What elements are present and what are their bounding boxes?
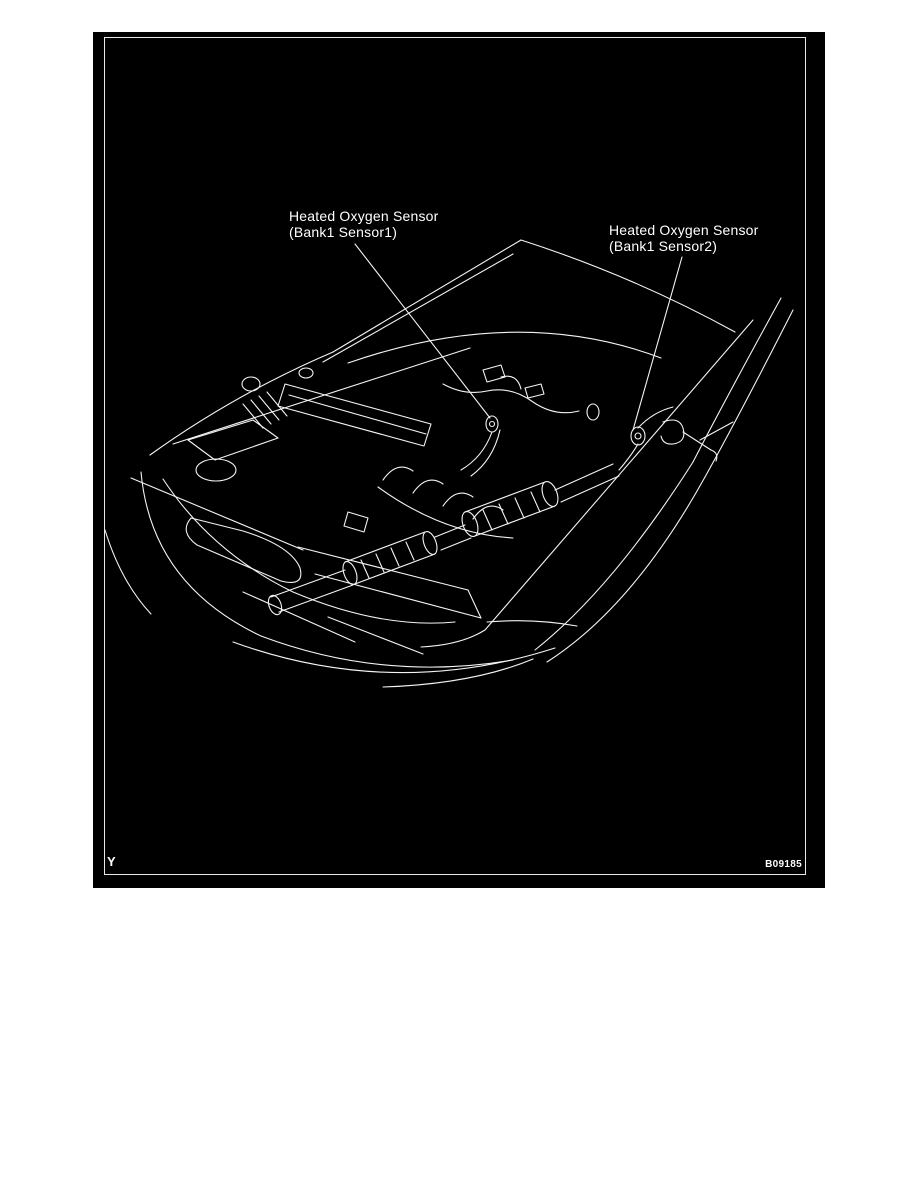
sensor1-marker (486, 416, 498, 432)
wiring-harness (443, 365, 673, 428)
figure-code: B09185 (765, 859, 802, 870)
exhaust-assembly (266, 420, 733, 616)
sensor2-label (609, 222, 759, 254)
sensor2-label-line2: (Bank1 Sensor2) (609, 238, 718, 254)
sensor1-label-line2: (Bank1 Sensor1) (289, 224, 398, 240)
engine-detail (131, 348, 513, 618)
sensor2-label-line1: Heated Oxygen Sensor (609, 222, 759, 238)
corner-marker: Y (107, 854, 116, 869)
engine-bay-illustration (93, 32, 825, 888)
sensor1-label-line1: Heated Oxygen Sensor (289, 208, 439, 224)
headlight-outline (186, 518, 301, 582)
car-body-outline (105, 298, 793, 687)
hood-outline (323, 240, 735, 363)
sensor1-label (289, 208, 439, 240)
sensor2-leader-line (633, 257, 682, 430)
figure-panel (93, 32, 825, 888)
